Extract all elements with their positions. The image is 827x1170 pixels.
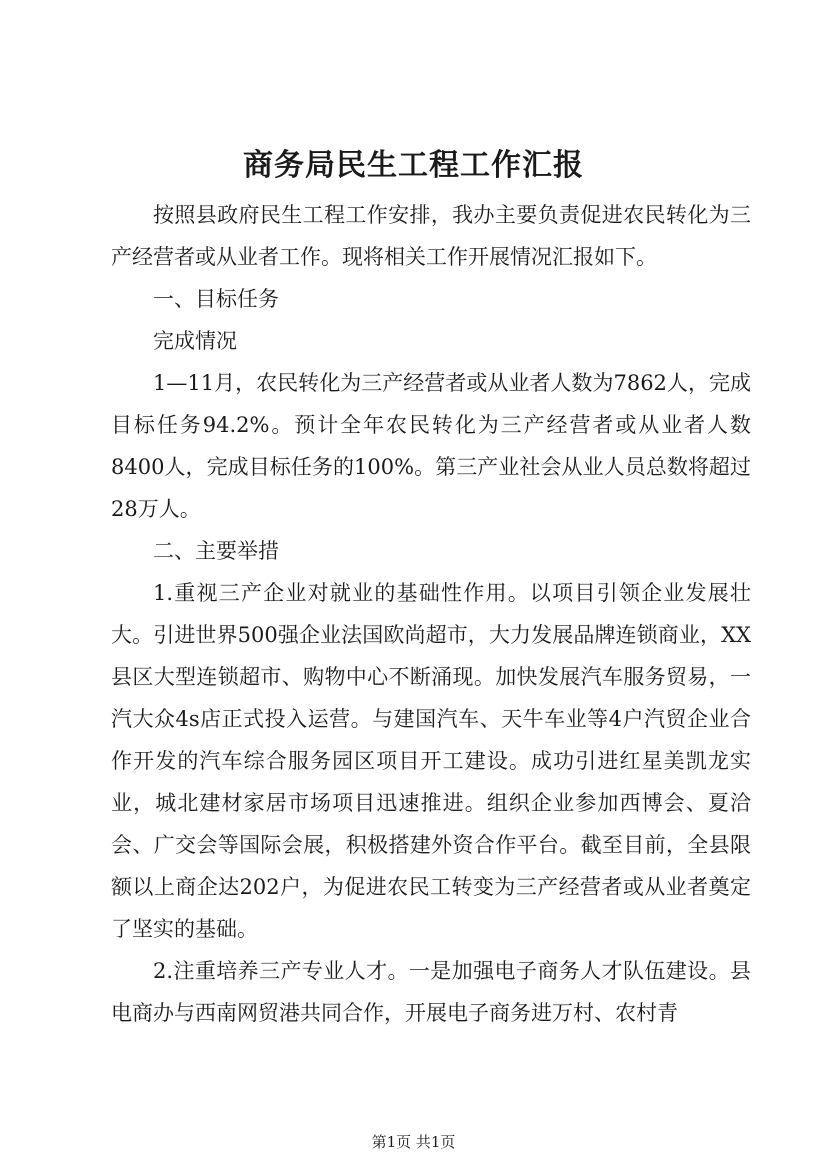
completion-paragraph: 1—11月，农民转化为三产经营者或从业者人数为7862人，完成目标任务94.2%。预计全年农民转化为三产经营者或从业者人数8400人，完成目标任务的100%。第三产业社会从业人员总数将超过28万人。	[111, 371, 751, 521]
section-heading-goals: 一、目标任务	[153, 287, 279, 311]
subheading-completion: 完成情况	[153, 329, 237, 353]
intro-paragraph: 按照县政府民生工程工作安排，我办主要负责促进农民转化为三产经营者或从业者工作。现将相关工作开展情况汇报如下。	[111, 203, 751, 269]
document-body	[111, 194, 751, 1034]
section-heading-measures: 二、主要举措	[153, 539, 279, 563]
page-title: 商务局民生工程工作汇报	[243, 148, 584, 183]
measure-2-paragraph: 2.注重培养三产专业人才。一是加强电子商务人才队伍建设。县电商办与西南网贸港共同合作，开展电子商务进万村、农村青	[111, 959, 751, 1025]
measure-1-paragraph: 1.重视三产企业对就业的基础性作用。以项目引领企业发展壮大。引进世界500强企业法国欧尚超市，大力发展品牌连锁商业，XX县区大型连锁超市、购物中心不断涌现。加快发展汽车服务贸易，一汽大众4s店正式投入运营。与建国汽车、天牛车业等4户汽贸企业合作开发的汽车综合服务园区项目开工建设。成功引进红星美凯龙实业，城北建材家居市场项目迅速推进。组织企业参加西博会、夏洽会、广交会等国际会展，积极搭建外资合作平台。截至目前，全县限额以上商企达202户，为促进农民工转变为三产经营者或从业者奠定了坚实的基础。	[111, 581, 751, 941]
page-footer: 第1页 共1页	[371, 1133, 456, 1151]
